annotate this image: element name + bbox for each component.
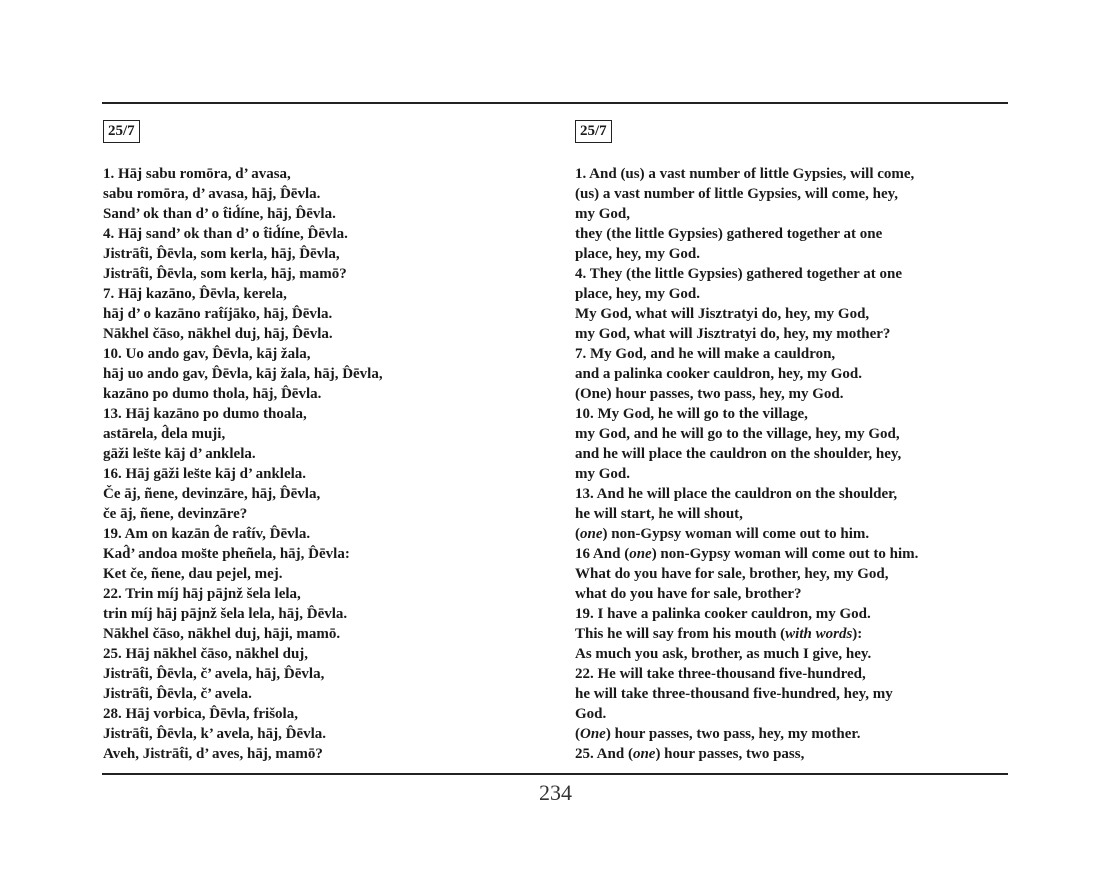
verse-line: Jistrāt̂i, D̂ēvla, som kerla, hāj, mamō?	[103, 266, 347, 282]
verse-line: Nākhel čāso, nākhel duj, hāj, D̂ēvla.	[103, 326, 333, 342]
text-segment: 22. He will take three-thousand five-hundred,	[575, 666, 866, 682]
verse-line: Jistrāt̂i, D̂ēvla, k’ avela, hāj, D̂ēvla.	[103, 726, 327, 742]
translation-line	[575, 504, 1005, 524]
translation-line	[575, 664, 1005, 684]
text-segment: 13. And he will place the cauldron on the shoulder,	[575, 486, 898, 502]
left-song-number-box: 25/7	[103, 120, 140, 143]
text-segment: God.	[575, 706, 607, 722]
verse-line: 7. Hāj kazāno, D̂ēvla, kerela,	[103, 286, 287, 302]
text-segment: As much you ask, brother, as much I give, hey.	[575, 646, 872, 662]
verse-line: Jistrāt̂i, D̂ēvla, č’ avela, hāj, D̂ēvla,	[103, 666, 325, 682]
text-segment: my God.	[575, 466, 631, 482]
translation-line	[575, 464, 1005, 484]
left-column-original-text	[103, 120, 523, 762]
text-segment: (	[575, 726, 580, 742]
bottom-rule	[102, 773, 1008, 775]
verse-line: Kad̂’ andoa mos̆te pheñela, hāj, D̂ēvla:	[103, 546, 350, 562]
verse-line: Ket če, ñene, dau pejel, mej.	[103, 566, 283, 582]
translation-line	[575, 244, 1005, 264]
text-segment: they (the little Gypsies) gathered together at one	[575, 226, 883, 242]
text-segment: and a palinka cooker cauldron, hey, my God.	[575, 366, 863, 382]
text-segment: 4. They (the little Gypsies) gathered together at one	[575, 266, 903, 282]
translation-line	[575, 284, 1005, 304]
translation-line	[575, 364, 1005, 384]
translation-line	[575, 724, 1005, 744]
verse-line: 13. Hāj kazāno po dumo thoala,	[103, 406, 307, 422]
text-segment: ) non-Gypsy woman will come out to him.	[602, 526, 870, 542]
italic-segment: one	[632, 746, 656, 762]
translation-line	[575, 204, 1005, 224]
italic-segment: with words	[785, 626, 853, 642]
text-segment: place, hey, my God.	[575, 246, 701, 262]
text-segment: ):	[852, 626, 863, 642]
translation-line	[575, 544, 1005, 564]
text-segment: my God, and he will go to the village, hey, my God,	[575, 426, 900, 442]
translation-line	[575, 384, 1005, 404]
right-column-translation	[575, 120, 995, 762]
italic-segment: one	[580, 526, 603, 542]
translation-line	[575, 304, 1005, 324]
text-segment: (One) hour passes, two pass, hey, my God.	[575, 386, 844, 402]
translation-line	[575, 484, 1005, 504]
text-segment: 19. I have a palinka cooker cauldron, my God.	[575, 606, 871, 622]
verse-line: 4. Hāj sand’ ok than d’ o t̂id́íne, D̂ēvla.	[103, 226, 348, 242]
translation-line	[575, 524, 1005, 544]
translation-line	[575, 744, 1005, 764]
verse-line: Sand’ ok than d’ o t̂id́íne, hāj, D̂ēvla.	[103, 206, 336, 222]
text-segment: My God, what will Jisztratyi do, hey, my God,	[575, 306, 870, 322]
right-song-number-box: 25/7	[575, 120, 612, 143]
text-segment: my God, what will Jisztratyi do, hey, my mother?	[575, 326, 891, 342]
verse-line: Aveh, Jistrāt̂i, d’ aves, hāj, mamō?	[103, 746, 323, 762]
verse-line: Jistrāt̂i, D̂ēvla, č’ avela.	[103, 686, 252, 702]
text-segment: and he will place the cauldron on the shoulder, hey,	[575, 446, 902, 462]
verse-line: astārela, d̂ela muji,	[103, 426, 226, 442]
text-segment: 10. My God, he will go to the village,	[575, 406, 808, 422]
text-segment: ) hour passes, two pass,	[655, 746, 805, 762]
translation-line	[575, 424, 1005, 444]
translation-line	[575, 684, 1005, 704]
translation-line	[575, 704, 1005, 724]
italic-segment: one	[629, 546, 652, 562]
verse-line: če āj, ñene, devinzāre?	[103, 506, 248, 522]
verse-line: hāj uo ando gav, D̂ēvla, kāj žala, hāj, D̂ēvla,	[103, 366, 383, 382]
verse-line: 19. Am on kazān d̂e rat̂ív, D̂ēvla.	[103, 526, 311, 542]
translation-line	[575, 584, 1005, 604]
text-segment: ) hour passes, two pass, hey, my mother.	[605, 726, 861, 742]
verse-line: gāži les̆te kāj d’ anklela.	[103, 446, 256, 462]
translation-line	[575, 184, 1005, 204]
translation-line	[575, 164, 1005, 184]
verse-line: 25. Hāj nākhel čāso, nākhel duj,	[103, 646, 309, 662]
text-segment: 7. My God, and he will make a cauldron,	[575, 346, 836, 362]
verse-line: hāj d’ o kazāno rat̂íjāko, hāj, D̂ēvla.	[103, 306, 333, 322]
right-verse-lines	[575, 164, 1005, 764]
translation-line	[575, 624, 1005, 644]
translation-line	[575, 444, 1005, 464]
verse-line: Jistrāt̂i, D̂ēvla, som kerla, hāj, D̂ēvla,	[103, 246, 340, 262]
verse-line: kazāno po dumo thola, hāj, D̂ēvla.	[103, 386, 322, 402]
verse-line: 1. Hāj sabu romōra, d’ avasa,	[103, 166, 291, 182]
translation-line	[575, 404, 1005, 424]
translation-line	[575, 344, 1005, 364]
text-segment: 1. And (us) a vast number of little Gypsies, will come,	[575, 166, 915, 182]
translation-line	[575, 324, 1005, 344]
text-segment: he will take three-thousand five-hundred, hey, my	[575, 686, 893, 702]
verse-line: Nākhel čāso, nākhel duj, hāji, mamō.	[103, 626, 341, 642]
text-segment: place, hey, my God.	[575, 286, 701, 302]
left-verse-lines	[103, 164, 533, 764]
text-segment: 25. And (	[575, 746, 633, 762]
text-segment: 16 And (	[575, 546, 630, 562]
text-segment: my God,	[575, 206, 631, 222]
verse-line: 28. Hāj vorbica, D̂ēvla, frišola,	[103, 706, 298, 722]
translation-line	[575, 604, 1005, 624]
verse-line: sabu romōra, d’ avasa, hāj, D̂ēvla.	[103, 186, 321, 202]
text-segment: he will start, he will shout,	[575, 506, 743, 522]
verse-line: Če āj, ñene, devinzāre, hāj, D̂ēvla,	[103, 486, 321, 502]
text-segment: (us) a vast number of little Gypsies, will come, hey,	[575, 186, 899, 202]
text-segment: (	[575, 526, 580, 542]
translation-line	[575, 644, 1005, 664]
translation-line	[575, 264, 1005, 284]
top-rule	[102, 102, 1008, 104]
text-segment: what do you have for sale, brother?	[575, 586, 802, 602]
text-segment: This he will say from his mouth (	[575, 626, 786, 642]
verse-line: 16. Hāj gāži les̆te kāj d’ anklela.	[103, 466, 307, 482]
italic-segment: One	[580, 726, 606, 742]
verse-line: 22. Trin míj hāj pājnž šela lela,	[103, 586, 301, 602]
page-number: 234	[539, 780, 572, 805]
verse-line: 10. Uo ando gav, D̂ēvla, kāj žala,	[103, 346, 311, 362]
text-segment: ) non-Gypsy woman will come out to him.	[651, 546, 919, 562]
translation-line	[575, 564, 1005, 584]
translation-line	[575, 224, 1005, 244]
verse-line: trin míj hāj pājnž šela lela, hāj, D̂ēvla.	[103, 606, 348, 622]
text-segment: What do you have for sale, brother, hey, my God,	[575, 566, 889, 582]
